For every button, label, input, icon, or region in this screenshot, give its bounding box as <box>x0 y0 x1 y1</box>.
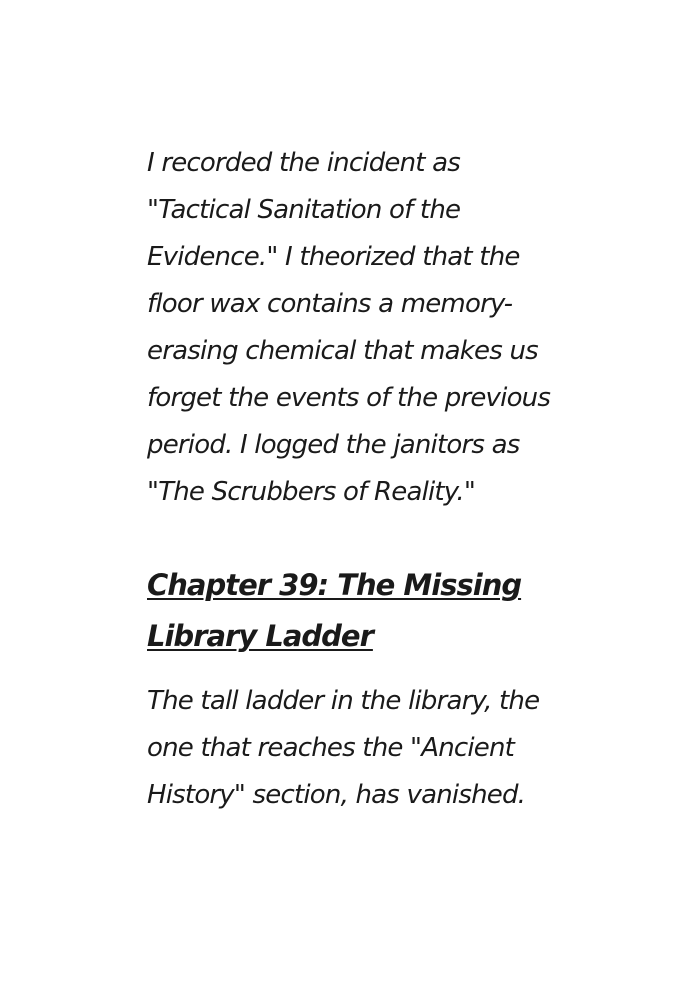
body-paragraph: The tall ladder in the library, the one that reaches the "Ancient History" section, has vanished. <box>147 686 540 810</box>
body-paragraph: I recorded the incident as "Tactical Sanitation of the Evidence." I theorized that the floor wax contains a memory-erasing chemical that makes us forget the events of the previous period. I logged the janitors as "The Scrubbers of Reality." <box>147 148 551 507</box>
document-page <box>147 140 567 819</box>
chapter-heading: Chapter 39: The Missing Library Ladder <box>147 568 522 653</box>
